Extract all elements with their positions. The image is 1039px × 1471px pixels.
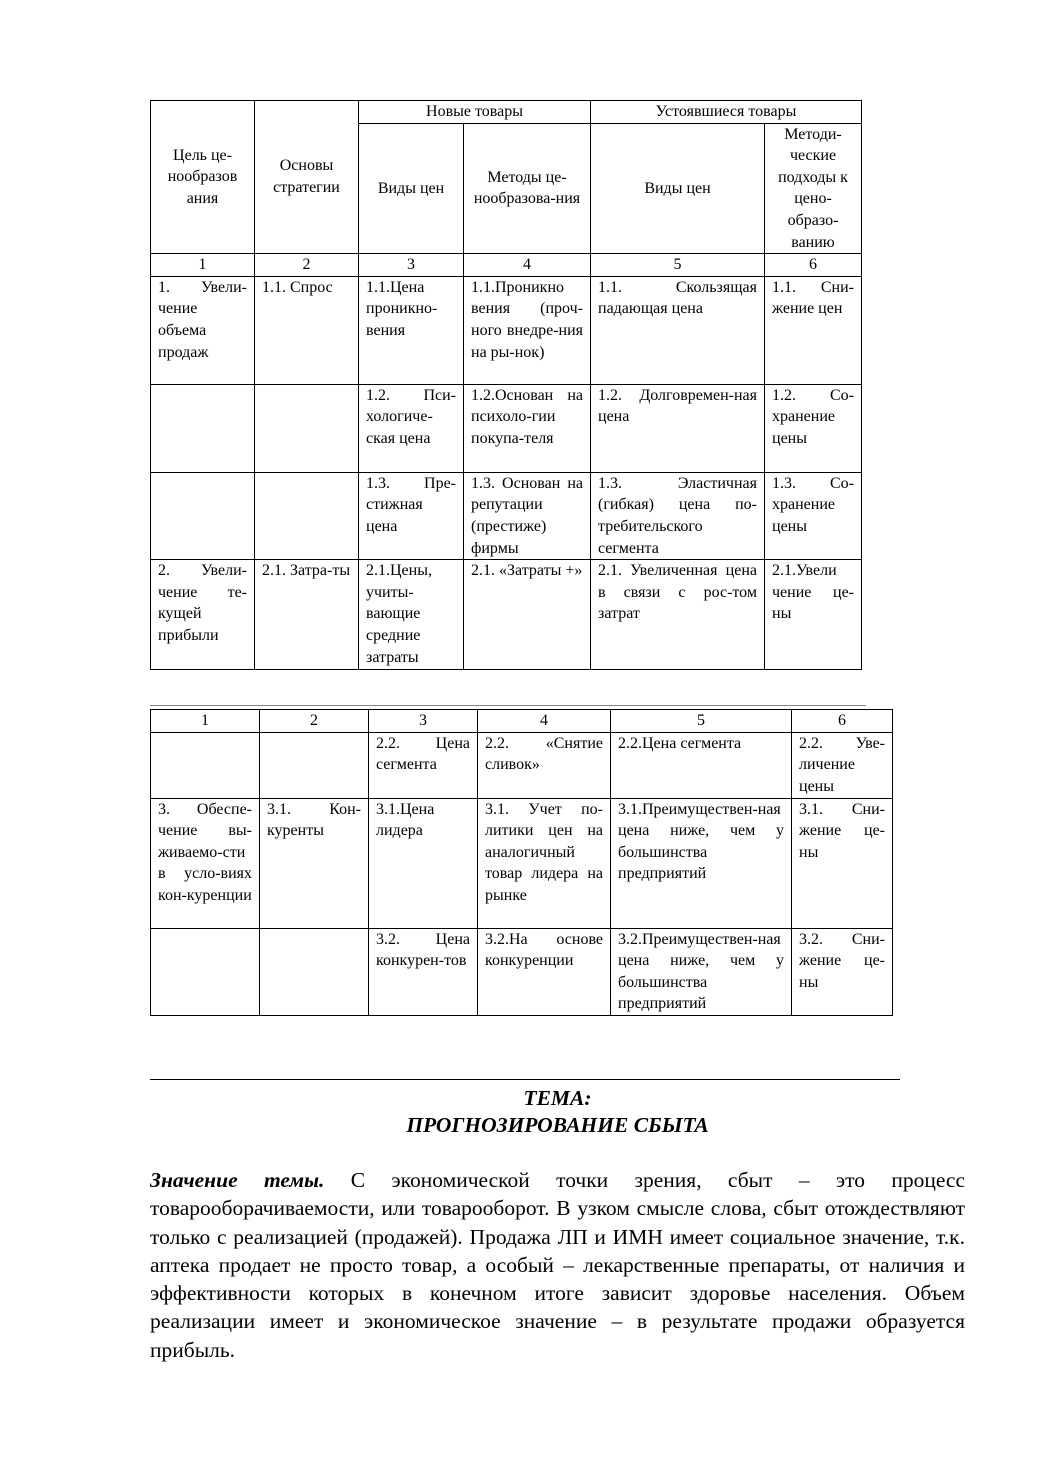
table-cell bbox=[260, 732, 369, 798]
header-new-goods: Новые товары bbox=[359, 101, 591, 124]
column-number: 3 bbox=[369, 710, 478, 733]
header-approaches-est: Методи-ческие подходы к цено-образо-ванию bbox=[765, 123, 862, 254]
column-number: 2 bbox=[255, 254, 359, 277]
table-cell: 2.2. «Снятие сливок» bbox=[478, 732, 611, 798]
column-number: 6 bbox=[765, 254, 862, 277]
table-cell: 3.2.На основе конкуренции bbox=[478, 928, 611, 1015]
table-cell: 3.1.Преимуществен-ная цена ниже, чем у большинства предприятий bbox=[611, 798, 792, 928]
table-cell: 2.1. «Затраты +» bbox=[464, 560, 591, 670]
header-basis: Основы стратегии bbox=[255, 101, 359, 254]
table-cell: 1.3. Со-хранение цены bbox=[765, 472, 862, 559]
table-cell: 1. Увели-чение объема продаж bbox=[151, 276, 255, 384]
header-price-types-est: Виды цен bbox=[591, 123, 765, 254]
table-cell: 1.2. Пси-хологиче-ская цена bbox=[359, 384, 464, 472]
table-cell: 2. Увели-чение те-кущей прибыли bbox=[151, 560, 255, 670]
table-cell: 1.1. Скользящая падающая цена bbox=[591, 276, 765, 384]
table-cell: 1.1. Сни-жение цен bbox=[765, 276, 862, 384]
column-number: 1 bbox=[151, 254, 255, 277]
table-cell: 3.1.Цена лидера bbox=[369, 798, 478, 928]
pricing-goals-table bbox=[150, 100, 862, 670]
table-cell: 2.1. Затра-ты bbox=[255, 560, 359, 670]
table-cell: 3.1. Кон-куренты bbox=[260, 798, 369, 928]
column-number: 1 bbox=[151, 710, 260, 733]
table-cell: 3.2.Преимуществен-ная цена ниже, чем у большинства предприятий bbox=[611, 928, 792, 1015]
table-cell: 2.1.Увели чение це-ны bbox=[765, 560, 862, 670]
header-established-goods: Устоявшиеся товары bbox=[591, 101, 862, 124]
table-cell: 1.1.Цена проникно-вения bbox=[359, 276, 464, 384]
header-price-types-new: Виды цен bbox=[359, 123, 464, 254]
pricing-goals-table-continued bbox=[150, 709, 893, 1016]
table-cell: 1.1. Спрос bbox=[255, 276, 359, 384]
table-cell: 1.2.Основан на психоло-гии покупа-теля bbox=[464, 384, 591, 472]
table-row bbox=[151, 928, 893, 1015]
header-goal: Цель це-нообразов ания bbox=[151, 101, 255, 254]
table-cell bbox=[260, 928, 369, 1015]
column-number: 5 bbox=[611, 710, 792, 733]
table-top-divider bbox=[150, 705, 866, 706]
table-cell: 2.2.Цена сегмента bbox=[611, 732, 792, 798]
topic-title: ПРОГНОЗИРОВАНИЕ СБЫТА bbox=[406, 1113, 709, 1137]
table-cell: 1.3. Основан на репутации (престиже) фирмы bbox=[464, 472, 591, 559]
table-cell: 1.3. Пре-стижная цена bbox=[359, 472, 464, 559]
column-number: 6 bbox=[792, 710, 893, 733]
header-methods-new: Методы це-нообразова-ния bbox=[464, 123, 591, 254]
table-cell: 3. Обеспе-чение вы-живаемо-сти в усло-виях кон-куренции bbox=[151, 798, 260, 928]
table-cell: 2.1.Цены, учиты-вающие средние затраты bbox=[359, 560, 464, 670]
table-cell bbox=[151, 384, 255, 472]
paragraph-text: С экономической точки зрения, сбыт – это процесс товарооборачиваемости, или товарооборот. В узком смысле слова, сбыт отождествляют только с реализацией (продажей). Продажа ЛП и ИМН имеет социальное значение, т.к. аптека продает не просто товар, а особый – лекарственные препараты, от наличия и эффективности которых в конечном итоге зависит здоровье населения. Объем реализации имеет и экономическое значение – в результате продажи образуется прибыль. bbox=[150, 1168, 966, 1362]
table-cell: 3.2. Цена конкурен-тов bbox=[369, 928, 478, 1015]
table-cell: 1.2. Со-хранение цены bbox=[765, 384, 862, 472]
table-cell: 2.1. Увеличенная цена в связи с рос-том затрат bbox=[591, 560, 765, 670]
column-numbers-row bbox=[151, 254, 862, 277]
column-number: 4 bbox=[478, 710, 611, 733]
column-number: 3 bbox=[359, 254, 464, 277]
table-cell: 3.1. Учет по-литики цен на аналогичный товар лидера на рынке bbox=[478, 798, 611, 928]
table-cell: 2.2. Уве-личение цены bbox=[792, 732, 893, 798]
column-number: 5 bbox=[591, 254, 765, 277]
table-cell bbox=[151, 472, 255, 559]
column-number: 2 bbox=[260, 710, 369, 733]
table-row bbox=[151, 732, 893, 798]
table-cell: 1.2. Долговремен-ная цена bbox=[591, 384, 765, 472]
body-paragraph bbox=[150, 1166, 965, 1364]
section-divider bbox=[150, 1079, 900, 1080]
table-row bbox=[151, 798, 893, 928]
table-row bbox=[151, 276, 862, 384]
table-cell: 2.2. Цена сегмента bbox=[369, 732, 478, 798]
table-cell: 1.1.Проникно вения (проч-ного внедре-ния на ры-нок) bbox=[464, 276, 591, 384]
paragraph-lead: Значение темы. bbox=[150, 1168, 325, 1192]
table-cell bbox=[255, 384, 359, 472]
column-numbers-row bbox=[151, 710, 893, 733]
table-cell bbox=[151, 928, 260, 1015]
table-cell: 1.3. Эластичная (гибкая) цена по-требительского сегмента bbox=[591, 472, 765, 559]
table-cell: 3.2. Сни-жение це-ны bbox=[792, 928, 893, 1015]
topic-label: ТЕМА: bbox=[523, 1086, 592, 1110]
table-cell bbox=[255, 472, 359, 559]
table-row bbox=[151, 472, 862, 559]
table-row bbox=[151, 560, 862, 670]
table-row bbox=[151, 384, 862, 472]
table-cell: 3.1. Сни-жение це-ны bbox=[792, 798, 893, 928]
table-cell bbox=[151, 732, 260, 798]
column-number: 4 bbox=[464, 254, 591, 277]
